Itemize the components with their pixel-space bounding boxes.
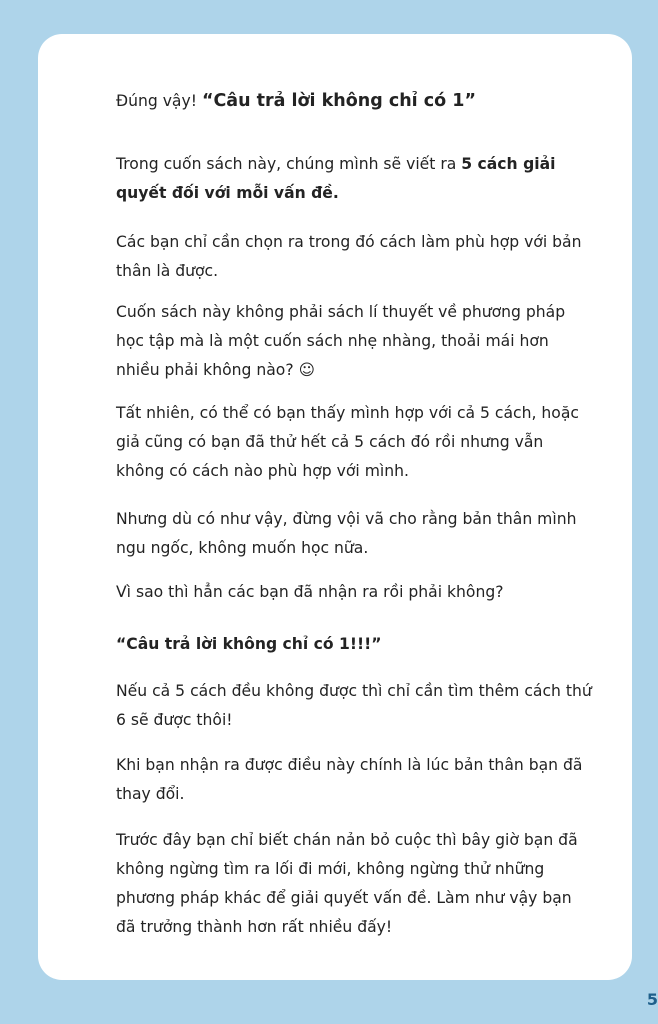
paragraph-1-bold: 5 cách giải quyết đối với mỗi vấn đề.: [116, 155, 556, 202]
paragraph-3: Cuốn sách này không phải sách lí thuyết về phương pháp học tập mà là một cuốn sách nhẹ nhàng, thoải mái hơn nhiều phải không nào? ☺: [116, 303, 566, 379]
page-heading: [116, 87, 596, 116]
paragraph-1: [116, 150, 596, 208]
paragraph-5: Nhưng dù có như vậy, đừng vội vã cho rằng bản thân mình ngu ngốc, không muốn học nữa.: [116, 510, 577, 557]
heading-quote: “Câu trả lời không chỉ có 1”: [201, 91, 476, 111]
quote-heading: “Câu trả lời không chỉ có 1!!!”: [116, 635, 382, 653]
paragraph-8: Khi bạn nhận ra được điều này chính là lúc bản thân bạn đã thay đổi.: [116, 756, 583, 803]
paragraph-9: Trước đây bạn chỉ biết chán nản bỏ cuộc thì bây giờ bạn đã không ngừng tìm ra lối đi mới, không ngừng thử những phương pháp khác để giải quyết vấn đề. Làm như vậy bạn đã trưởng thành hơn rất nhiều đấy!: [116, 831, 578, 936]
paragraph-2: Các bạn chỉ cần chọn ra trong đó cách làm phù hợp với bản thân là được.: [116, 233, 582, 280]
page-number: 5: [646, 990, 658, 1009]
paragraph-1-text: Trong cuốn sách này, chúng mình sẽ viết ra: [116, 155, 462, 173]
paragraph-4: Tất nhiên, có thể có bạn thấy mình hợp với cả 5 cách, hoặc giả cũng có bạn đã thử hết cả 5 cách đó rồi nhưng vẫn không có cách nào phù hợp với mình.: [116, 404, 579, 480]
heading-lead: Đúng vậy!: [116, 92, 202, 110]
paragraph-7: Nếu cả 5 cách đều không được thì chỉ cần tìm thêm cách thứ 6 sẽ được thôi!: [116, 682, 592, 729]
paragraph-6: Vì sao thì hẳn các bạn đã nhận ra rồi phải không?: [116, 583, 504, 601]
